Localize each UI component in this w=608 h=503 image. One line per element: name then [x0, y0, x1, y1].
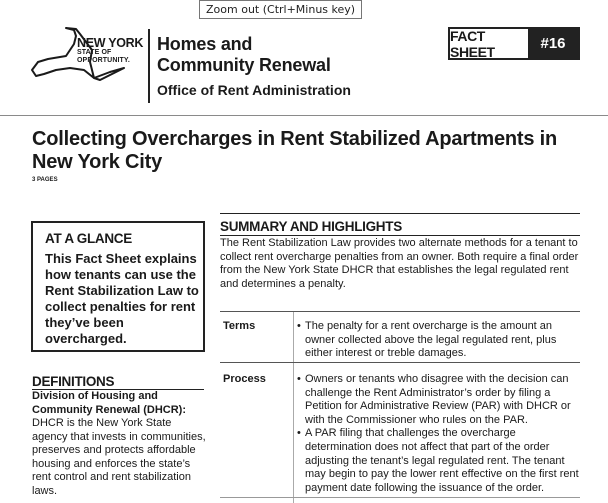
summary-top-rule: [220, 213, 580, 214]
fact-sheet-number: #16: [528, 29, 578, 58]
terms-column-divider: [293, 312, 294, 362]
bullet-icon: •: [297, 427, 301, 440]
ny-logo-text: [77, 37, 143, 65]
list-item: [297, 320, 579, 361]
fact-sheet-badge: [448, 27, 580, 60]
definition-text: DHCR is the New York State agency that invests in communities, preserves and protects affordable housing and enforces the state’s rent control and rent stabilization laws.: [32, 417, 206, 497]
terms-row-rule: [220, 311, 580, 312]
zoom-tooltip: Zoom out (Ctrl+Minus key): [199, 0, 362, 19]
agency-name: [157, 34, 331, 76]
logo-state-of: STATE OF: [77, 49, 112, 56]
bullet-icon: •: [297, 320, 301, 332]
glance-heading: AT A GLANCE: [45, 231, 132, 246]
process-row-bottom-rule: [220, 497, 580, 498]
process-content: [297, 373, 579, 495]
summary-heading: SUMMARY AND HIGHLIGHTS: [220, 219, 402, 234]
summary-intro: The Rent Stabilization Law provides two alternate methods for a tenant to collect rent overcharge penalties from an owner. Both require a final order from the New York State DHCR that establishes the legal regulated rent and determines a penalty.: [220, 237, 579, 290]
list-item: [297, 373, 579, 427]
terms-content: [297, 320, 579, 361]
definitions-heading: DEFINITIONS: [32, 374, 115, 389]
at-a-glance-box: [31, 221, 205, 352]
bullet-text: Owners or tenants who disagree with the decision can challenge the Rent Administrator’s order by filing a Petition for Administrative Review (PAR) with DHCR or with the Commissioner who rules on the PAR.: [305, 373, 571, 426]
office-name: Office of Rent Administration: [157, 82, 351, 98]
header-rule: [0, 115, 608, 116]
terms-label: Terms: [223, 320, 256, 332]
list-item: [297, 427, 579, 495]
logo-opportunity: OPPORTUNITY.: [77, 57, 130, 64]
document-title: Collecting Overcharges in Rent Stabilized Apartments in New York City: [32, 128, 558, 173]
fact-sheet-label: FACT SHEET: [450, 27, 495, 60]
page-count: 3 PAGES: [32, 177, 58, 183]
bullet-text: A PAR filing that challenges the overcharge determination does not affect that part of the order adjusting the tenant’s legal regulated rent. The tenant may begin to pay the lower rent effective on the first rent payment date following the issuance of the order.: [305, 427, 579, 494]
logo-new-york: NEW YORK: [77, 36, 144, 50]
definitions-body: [32, 390, 208, 498]
process-column-divider: [293, 363, 294, 503]
bullet-icon: •: [297, 373, 301, 385]
definition-term: Division of Housing and Community Renewal (DHCR):: [32, 390, 187, 416]
process-label: Process: [223, 373, 266, 385]
agency-line-2: Community Renewal: [157, 55, 331, 75]
agency-line-1: Homes and: [157, 34, 253, 54]
process-row-rule: [220, 362, 580, 363]
summary-rule: [220, 235, 580, 236]
glance-text: This Fact Sheet explains how tenants can use the Rent Stabilization Law to collect penalties for rent they’ve been overcharged.: [45, 251, 199, 346]
bullet-text: The penalty for a rent overcharge is the amount an owner collected above the legal regulated rent, plus either interest or treble damages.: [305, 320, 557, 360]
header-divider: [148, 29, 150, 103]
